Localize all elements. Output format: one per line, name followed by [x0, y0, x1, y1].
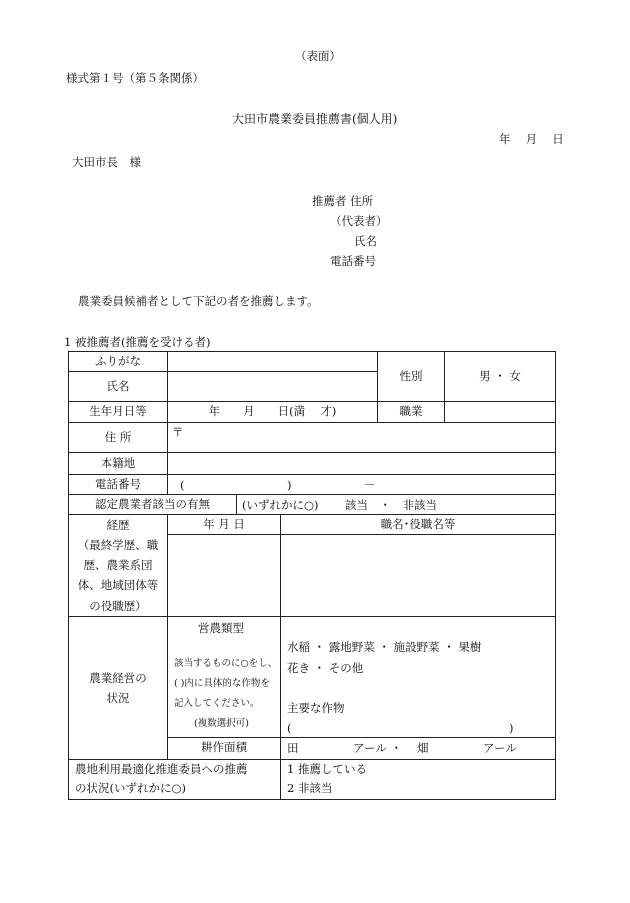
farm-instruction-1: 該当するものに○をし、 [174, 657, 278, 669]
domicile-label: 本籍地 [69, 453, 168, 475]
address-field[interactable] [168, 423, 556, 453]
recommender-address-label: 推薦者 住所 [312, 194, 374, 208]
history-title-header: 職名･役職名等 [281, 515, 556, 535]
history-title-field[interactable] [281, 535, 556, 616]
optimization-label: 農地利用最適化推進委員への推薦 の状況(いずれかに○) [69, 759, 281, 799]
history-date-header: 年 月 日 [168, 515, 281, 535]
document-title: 大田市農業委員推薦書(個人用) [232, 112, 398, 126]
job-label: 職業 [378, 402, 445, 423]
recommender-phone-label: 電話番号 [330, 254, 376, 268]
area-field-unit: アール [483, 740, 517, 755]
farm-types-line-2[interactable]: 花き ・ その他 [287, 660, 364, 675]
addressee: 大田市長 様 [72, 155, 141, 169]
certified-instruction: (いずれかに○) [242, 498, 319, 512]
phone-dash: － [364, 478, 376, 492]
history-date-field[interactable] [168, 535, 281, 616]
certified-field[interactable] [237, 495, 556, 515]
farm-label: 農業経営の 状況 [69, 616, 168, 759]
statement: 農業委員候補者として下記の者を推薦します。 [78, 294, 319, 308]
phone-open-paren: ( [180, 478, 185, 492]
farm-instruction-2: ( )内に具体的な作物を [174, 677, 270, 689]
form-number: 様式第１号（第５条関係） [66, 71, 204, 85]
farm-type-header: 営農類型 [198, 620, 244, 635]
optimization-options[interactable] [281, 759, 556, 799]
area-label: 耕作面積 [168, 737, 281, 759]
farm-type-cell [168, 616, 281, 737]
name-field[interactable] [168, 372, 378, 402]
gender-label: 性別 [378, 352, 445, 402]
nominee-form-table [68, 351, 556, 800]
phone-close-paren: ) [287, 478, 292, 492]
name-label: 氏名 [69, 372, 168, 402]
certified-label: 認定農業者該当の有無 [69, 495, 237, 515]
date-field: 年 月 日 [499, 132, 564, 146]
farm-instruction-4: (複数選択可) [194, 717, 249, 729]
job-field[interactable] [445, 402, 556, 423]
recommender-name-label: 氏名 [354, 234, 377, 248]
optimization-option-2[interactable]: 2 非該当 [287, 781, 333, 796]
page-side-label: （表面） [295, 49, 341, 63]
optimization-option-1[interactable]: 1 推薦している [287, 761, 367, 776]
address-label: 住 所 [69, 423, 168, 453]
area-paddy-unit: アール ・ [353, 740, 403, 755]
postal-mark: 〒 [172, 425, 184, 439]
area-field[interactable] [281, 737, 556, 759]
farm-instruction-3: 記入してください。 [174, 697, 260, 709]
certified-options[interactable]: 該当 ・ 非該当 [345, 498, 437, 512]
domicile-field[interactable] [168, 453, 556, 475]
recommender-rep-label: （代表者） [330, 214, 388, 228]
furigana-label: ふりがな [69, 352, 168, 372]
section-heading: 1 被推薦者(推薦を受ける者) [64, 335, 211, 349]
gender-options[interactable]: 男 ・ 女 [445, 352, 556, 402]
furigana-field[interactable] [168, 352, 378, 372]
farm-types-cell[interactable] [281, 616, 556, 737]
birth-label: 生年月日等 [69, 402, 168, 423]
phone-field[interactable] [168, 475, 556, 495]
main-crops-label: 主要な作物 [287, 700, 345, 715]
phone-label: 電話番号 [69, 475, 168, 495]
farm-types-line-1[interactable]: 水稲 ・ 露地野菜 ・ 施設野菜 ・ 果樹 [287, 639, 482, 654]
birth-field[interactable]: 年 月 日(満 才) [168, 402, 378, 423]
main-crops-open-paren: ( [287, 720, 292, 735]
history-label: 経歴 （最終学歴、職歴、農業系団体、地域団体等の役職歴） [69, 515, 168, 617]
main-crops-close-paren: ) [509, 720, 514, 735]
area-field-label: 畑 [417, 740, 429, 755]
area-paddy-label: 田 [287, 740, 299, 755]
